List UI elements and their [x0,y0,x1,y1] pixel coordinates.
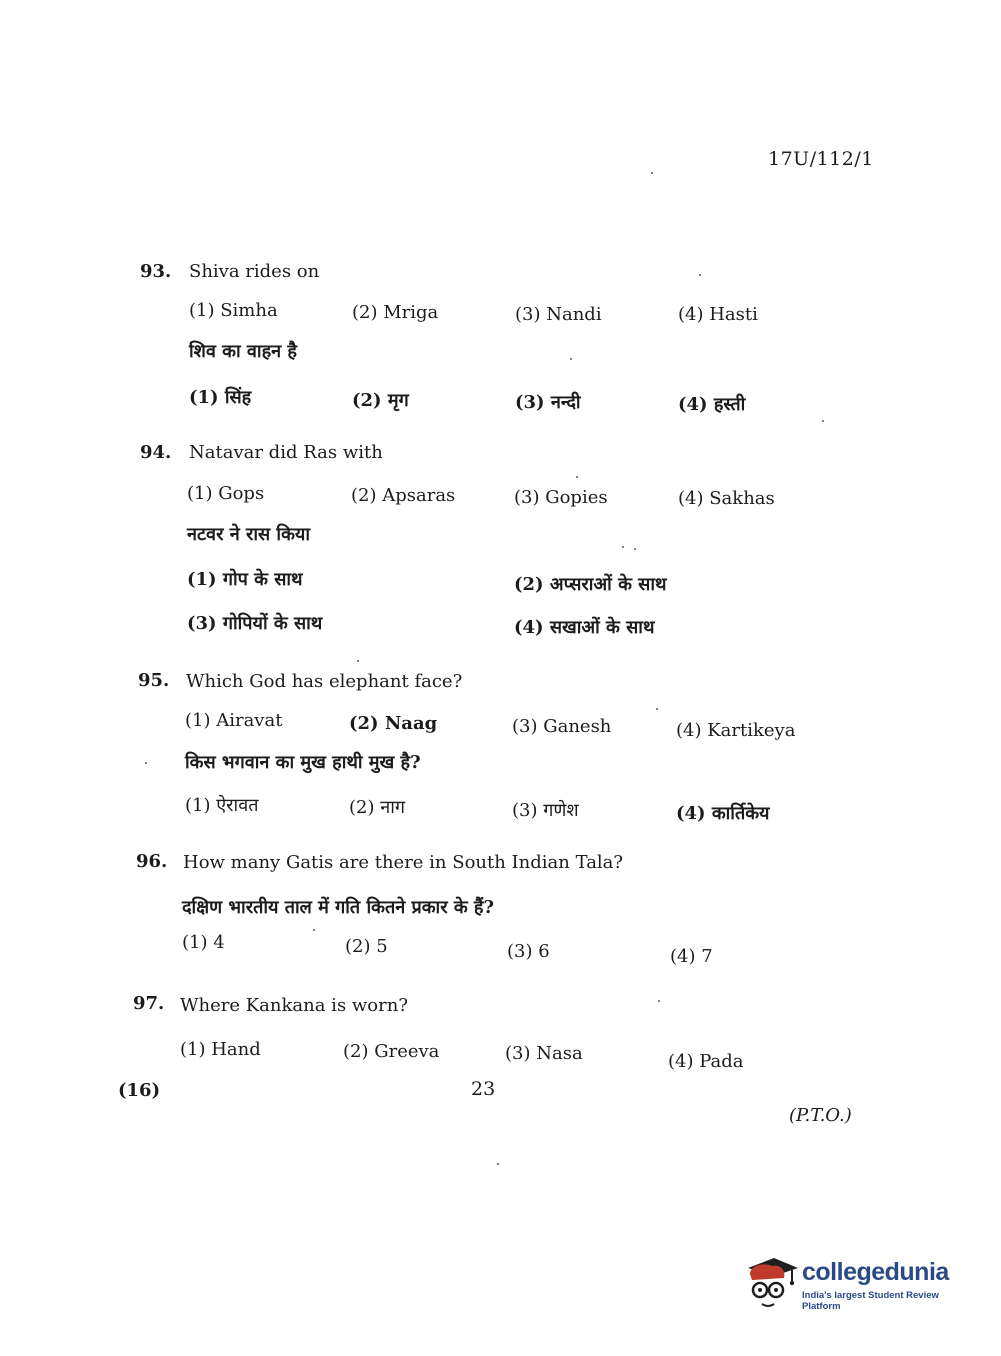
question-number: 97. [133,993,165,1014]
mascot-icon [740,1252,800,1312]
option-hi-1: (1) गोप के साथ [187,569,303,590]
option-en-1: (1) Simha [189,300,278,321]
scan-speck [634,548,636,550]
option-hi-1: (1) ऐरावत [185,795,259,816]
option-en-1: (1) Hand [180,1039,261,1060]
scan-speck [651,172,653,174]
option-hi-1: (1) सिंह [189,387,252,408]
question-text-hi: दक्षिण भारतीय ताल में गति कितने प्रकार के हैं? [182,897,495,918]
option-en-2: (2) Naag [349,713,438,734]
option-en-2: (2) Greeva [343,1041,440,1062]
brand-name: collegedunia [802,1258,949,1286]
scan-speck [576,476,578,478]
scan-speck [699,274,701,276]
option-en-4: (4) Sakhas [678,488,775,509]
question-number: 95. [138,670,170,691]
question-text-hi: किस भगवान का मुख हाथी मुख है? [185,752,421,773]
option-en-3: (3) Gopies [514,487,608,508]
option-en-1: (1) Gops [187,483,265,504]
scan-speck [497,1163,499,1165]
option-2: (2) 5 [345,936,388,957]
option-hi-4: (4) हस्ती [678,394,746,415]
question-text-en: Which God has elephant face? [186,671,463,692]
option-3: (3) 6 [507,941,550,962]
option-hi-3: (3) गोपियों के साथ [187,613,323,634]
option-en-4: (4) Pada [668,1051,744,1072]
brand-tagline: India's largest Student Review Platform [802,1290,939,1312]
option-en-1: (1) Airavat [185,710,283,731]
option-1: (1) 4 [182,932,225,953]
page-number: 23 [471,1078,496,1100]
option-4: (4) 7 [670,946,713,967]
question-text-en: Shiva rides on [189,261,320,282]
option-hi-2: (2) नाग [349,797,406,818]
scan-speck [622,546,624,548]
collegedunia-logo [740,1252,970,1312]
footer-left-marker: (16) [118,1080,161,1101]
option-en-3: (3) Nandi [515,304,602,325]
option-en-3: (3) Nasa [505,1043,583,1064]
option-en-4: (4) Kartikeya [676,720,796,741]
question-number: 93. [140,261,172,282]
option-en-4: (4) Hasti [678,304,758,325]
option-hi-3: (3) गणेश [512,800,579,821]
option-hi-4: (4) कार्तिकेय [676,803,770,824]
paper-code: 17U/112/1 [768,148,874,170]
question-text-hi: नटवर ने रास किया [187,524,311,545]
question-text-hi: शिव का वाहन है [189,341,297,362]
question-number: 94. [140,442,172,463]
scan-speck [658,1000,660,1002]
question-number: 96. [136,851,168,872]
option-hi-2: (2) अप्सराओं के साथ [514,574,667,595]
scan-speck [570,358,572,360]
option-hi-4: (4) सखाओं के साथ [514,617,655,638]
option-en-2: (2) Apsaras [351,485,456,506]
scan-speck [313,929,315,931]
question-text-en: How many Gatis are there in South Indian Tala? [183,852,624,873]
scan-speck [145,762,147,764]
question-text-en: Natavar did Ras with [189,442,383,463]
question-text-en: Where Kankana is worn? [180,995,408,1016]
option-en-2: (2) Mriga [352,302,439,323]
option-en-3: (3) Ganesh [512,716,612,737]
scan-speck [656,708,658,710]
option-hi-3: (3) नन्दी [515,392,581,413]
pto-marker: (P.T.O.) [789,1105,852,1126]
option-hi-2: (2) मृग [352,390,409,411]
scan-speck [822,420,824,422]
scan-speck [357,660,359,662]
